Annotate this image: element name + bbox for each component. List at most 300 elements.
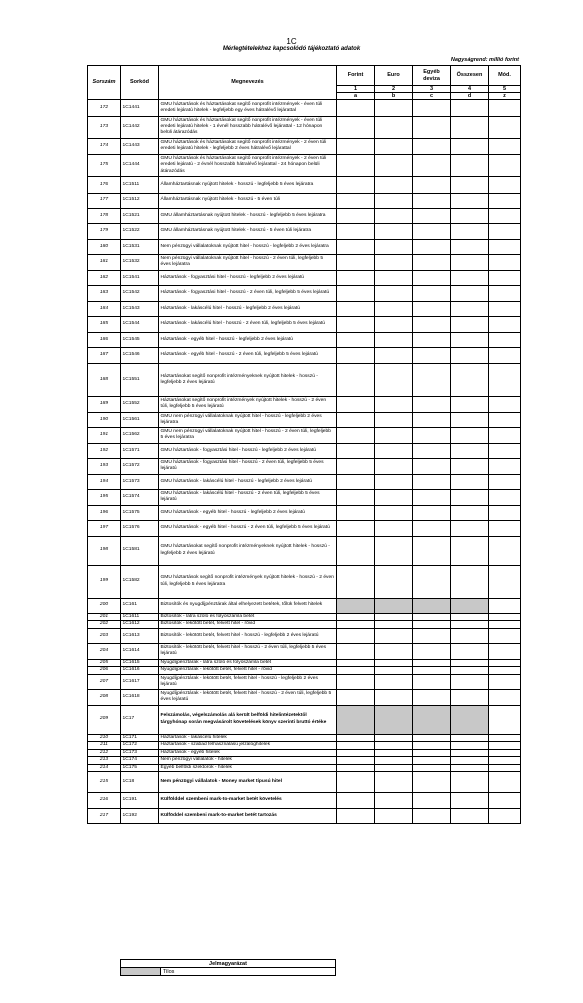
value-cell-egyeb-deviza[interactable] <box>413 224 451 240</box>
value-cell-osszesen[interactable] <box>451 621 489 629</box>
row-name: GMU háztartások segítő nonprofit intézmények nyújtott hitelek - hosszú - 2 éven túli, legfeljebb 5 éves lejáratra <box>159 565 337 598</box>
value-cell-forint[interactable] <box>337 734 375 742</box>
value-cell-osszesen[interactable] <box>451 348 489 364</box>
value-cell-mod[interactable] <box>489 521 521 537</box>
value-cell-mod[interactable] <box>489 317 521 333</box>
value-cell-euro[interactable] <box>375 301 413 317</box>
value-cell-forint[interactable] <box>337 100 375 117</box>
value-cell-forint[interactable] <box>337 644 375 660</box>
value-cell-forint[interactable] <box>337 674 375 690</box>
value-cell-mod[interactable] <box>489 155 521 177</box>
value-cell-euro[interactable] <box>375 177 413 194</box>
table-row <box>88 208 521 224</box>
value-cell-osszesen[interactable] <box>451 565 489 598</box>
col-header-forint: Forint <box>337 66 375 86</box>
value-cell-egyeb-deviza[interactable] <box>413 177 451 194</box>
value-cell-forint[interactable] <box>337 505 375 521</box>
value-cell-mod[interactable] <box>489 490 521 506</box>
row-name: Háztartások - egyéb hitelek <box>159 749 337 757</box>
value-cell-forint[interactable] <box>337 757 375 765</box>
row-number: 204 <box>88 644 121 660</box>
value-cell-euro[interactable] <box>375 412 413 428</box>
value-cell-forint[interactable] <box>337 193 375 208</box>
value-cell-euro[interactable] <box>375 239 413 255</box>
value-cell-mod[interactable] <box>489 428 521 444</box>
value-cell-mod[interactable] <box>489 628 521 644</box>
value-cell-euro[interactable] <box>375 536 413 565</box>
value-cell-mod[interactable] <box>489 808 521 824</box>
value-cell-euro[interactable] <box>375 742 413 750</box>
value-cell-forint[interactable] <box>337 659 375 667</box>
value-cell-euro[interactable] <box>375 772 413 793</box>
table-row <box>88 239 521 255</box>
value-cell-euro[interactable] <box>375 100 413 117</box>
value-cell-osszesen[interactable] <box>451 286 489 302</box>
row-code: 1C1561 <box>121 412 159 428</box>
value-cell-egyeb-deviza[interactable] <box>413 100 451 117</box>
value-cell-mod[interactable] <box>489 667 521 675</box>
value-cell-osszesen[interactable] <box>451 428 489 444</box>
value-cell-osszesen[interactable] <box>451 317 489 333</box>
row-number: 182 <box>88 270 121 286</box>
value-cell-egyeb-deviza[interactable] <box>413 749 451 757</box>
value-cell-osszesen[interactable] <box>451 270 489 286</box>
value-cell-osszesen[interactable] <box>451 757 489 765</box>
value-cell-egyeb-deviza[interactable] <box>413 474 451 490</box>
value-cell-mod[interactable] <box>489 459 521 475</box>
table-row <box>88 428 521 444</box>
value-cell-euro[interactable] <box>375 690 413 706</box>
value-cell-euro[interactable] <box>375 808 413 824</box>
value-cell-egyeb-deviza[interactable] <box>413 116 451 138</box>
value-cell-egyeb-deviza[interactable] <box>413 317 451 333</box>
value-cell-osszesen[interactable] <box>451 301 489 317</box>
value-cell-osszesen[interactable] <box>451 742 489 750</box>
value-cell-mod[interactable] <box>489 332 521 348</box>
row-number: 178 <box>88 208 121 224</box>
row-code: 1C1546 <box>121 348 159 364</box>
value-cell-osszesen[interactable] <box>451 734 489 742</box>
value-cell-euro[interactable] <box>375 474 413 490</box>
value-cell-euro[interactable] <box>375 270 413 286</box>
legend-title: Jelmagyarázat <box>121 960 336 968</box>
row-code: 1C1551 <box>121 363 159 397</box>
value-cell-euro[interactable] <box>375 793 413 809</box>
value-cell-osszesen[interactable] <box>451 332 489 348</box>
value-cell-osszesen[interactable] <box>451 793 489 809</box>
value-cell-mod[interactable] <box>489 505 521 521</box>
value-cell-egyeb-deviza[interactable] <box>413 348 451 364</box>
value-cell-forint[interactable] <box>337 332 375 348</box>
row-code: 1C1441 <box>121 100 159 117</box>
value-cell-forint[interactable] <box>337 690 375 706</box>
row-name: Biztosítók - látra szóló és folyószámla betét <box>159 613 337 621</box>
value-cell-osszesen[interactable] <box>451 255 489 271</box>
value-cell-forint[interactable] <box>337 459 375 475</box>
value-cell-osszesen[interactable] <box>451 705 489 734</box>
value-cell-mod[interactable] <box>489 177 521 194</box>
value-cell-forint[interactable] <box>337 613 375 621</box>
row-name: Nem pénzügyi vállalatok - hitelek <box>159 757 337 765</box>
value-cell-euro[interactable] <box>375 734 413 742</box>
table-row <box>88 177 521 194</box>
row-name: GMU nem pénzügyi vállalatoknak nyújtott hitel - hosszú - 2 éven túli, legfeljebb 5 éves lejáratra <box>159 428 337 444</box>
table-row <box>88 734 521 742</box>
value-cell-euro[interactable] <box>375 155 413 177</box>
value-cell-euro[interactable] <box>375 459 413 475</box>
table-row <box>88 459 521 475</box>
value-cell-mod[interactable] <box>489 705 521 734</box>
value-cell-mod[interactable] <box>489 208 521 224</box>
legend <box>120 959 336 976</box>
value-cell-egyeb-deviza[interactable] <box>413 536 451 565</box>
row-number: 203 <box>88 628 121 644</box>
value-cell-egyeb-deviza[interactable] <box>413 155 451 177</box>
value-cell-osszesen[interactable] <box>451 177 489 194</box>
value-cell-osszesen[interactable] <box>451 100 489 117</box>
value-cell-euro[interactable] <box>375 138 413 155</box>
value-cell-egyeb-deviza[interactable] <box>413 412 451 428</box>
value-cell-egyeb-deviza[interactable] <box>413 490 451 506</box>
table-row <box>88 598 521 613</box>
value-cell-egyeb-deviza[interactable] <box>413 674 451 690</box>
value-cell-osszesen[interactable] <box>451 239 489 255</box>
value-cell-forint[interactable] <box>337 177 375 194</box>
row-number: 193 <box>88 459 121 475</box>
table-row <box>88 348 521 364</box>
value-cell-egyeb-deviza[interactable] <box>413 793 451 809</box>
value-cell-mod[interactable] <box>489 613 521 621</box>
table-row <box>88 793 521 809</box>
value-cell-forint[interactable] <box>337 412 375 428</box>
value-cell-osszesen[interactable] <box>451 674 489 690</box>
row-code: 1C1575 <box>121 505 159 521</box>
value-cell-forint[interactable] <box>337 474 375 490</box>
value-cell-euro[interactable] <box>375 286 413 302</box>
value-cell-egyeb-deviza[interactable] <box>413 772 451 793</box>
table-row <box>88 757 521 765</box>
value-cell-forint[interactable] <box>337 536 375 565</box>
value-cell-mod[interactable] <box>489 138 521 155</box>
row-code: 1C192 <box>121 808 159 824</box>
value-cell-egyeb-deviza[interactable] <box>413 270 451 286</box>
value-cell-egyeb-deviza[interactable] <box>413 613 451 621</box>
row-number: 213 <box>88 757 121 765</box>
value-cell-egyeb-deviza[interactable] <box>413 621 451 629</box>
value-cell-mod[interactable] <box>489 734 521 742</box>
value-cell-egyeb-deviza[interactable] <box>413 598 451 613</box>
value-cell-mod[interactable] <box>489 100 521 117</box>
value-cell-forint[interactable] <box>337 521 375 537</box>
value-cell-egyeb-deviza[interactable] <box>413 459 451 475</box>
value-cell-egyeb-deviza[interactable] <box>413 332 451 348</box>
value-cell-forint[interactable] <box>337 317 375 333</box>
value-cell-egyeb-deviza[interactable] <box>413 644 451 660</box>
value-cell-euro[interactable] <box>375 505 413 521</box>
value-cell-forint[interactable] <box>337 428 375 444</box>
value-cell-euro[interactable] <box>375 644 413 660</box>
value-cell-mod[interactable] <box>489 443 521 459</box>
row-name: Biztosítók - lekötött betét, felvett hitel - rövid <box>159 621 337 629</box>
value-cell-mod[interactable] <box>489 286 521 302</box>
row-number: 174 <box>88 138 121 155</box>
value-cell-mod[interactable] <box>489 749 521 757</box>
value-cell-mod[interactable] <box>489 793 521 809</box>
value-cell-osszesen[interactable] <box>451 224 489 240</box>
value-cell-egyeb-deviza[interactable] <box>413 239 451 255</box>
row-name: Biztosítók - lekötött betét, felvett hitel - hosszú - 2 éven túli, legfeljebb 5 éves lejáratú <box>159 644 337 660</box>
value-cell-forint[interactable] <box>337 239 375 255</box>
value-cell-euro[interactable] <box>375 598 413 613</box>
value-cell-euro[interactable] <box>375 749 413 757</box>
value-cell-osszesen[interactable] <box>451 459 489 475</box>
value-cell-forint[interactable] <box>337 270 375 286</box>
value-cell-mod[interactable] <box>489 690 521 706</box>
value-cell-forint[interactable] <box>337 224 375 240</box>
value-cell-egyeb-deviza[interactable] <box>413 301 451 317</box>
value-cell-osszesen[interactable] <box>451 772 489 793</box>
value-cell-mod[interactable] <box>489 659 521 667</box>
value-cell-egyeb-deviza[interactable] <box>413 659 451 667</box>
col-header-egyeb-deviza: Egyéb deviza <box>413 66 451 86</box>
value-cell-forint[interactable] <box>337 705 375 734</box>
value-cell-egyeb-deviza[interactable] <box>413 742 451 750</box>
value-cell-mod[interactable] <box>489 397 521 413</box>
value-cell-euro[interactable] <box>375 764 413 772</box>
value-cell-egyeb-deviza[interactable] <box>413 628 451 644</box>
table-body <box>88 100 521 824</box>
value-cell-mod[interactable] <box>489 412 521 428</box>
row-name: Államháztartásnak nyújtott hitelek - hosszú - 5 éven túli <box>159 193 337 208</box>
value-cell-euro[interactable] <box>375 613 413 621</box>
value-cell-egyeb-deviza[interactable] <box>413 397 451 413</box>
value-cell-euro[interactable] <box>375 443 413 459</box>
value-cell-forint[interactable] <box>337 443 375 459</box>
value-cell-osszesen[interactable] <box>451 749 489 757</box>
row-name: Nyugdíjpénztárak - látra szóló és folyószámla betét <box>159 659 337 667</box>
value-cell-egyeb-deviza[interactable] <box>413 428 451 444</box>
row-number: 212 <box>88 749 121 757</box>
value-cell-mod[interactable] <box>489 193 521 208</box>
value-cell-osszesen[interactable] <box>451 443 489 459</box>
value-cell-osszesen[interactable] <box>451 667 489 675</box>
row-code: 1C1443 <box>121 138 159 155</box>
row-name: Nyugdíjpénztárak - lekötött betét, felvett hitel - hosszú - 2 éven túli, legfeljebb 5 éves lejáratú <box>159 690 337 706</box>
value-cell-egyeb-deviza[interactable] <box>413 734 451 742</box>
value-cell-forint[interactable] <box>337 749 375 757</box>
value-cell-forint[interactable] <box>337 348 375 364</box>
value-cell-osszesen[interactable] <box>451 628 489 644</box>
value-cell-osszesen[interactable] <box>451 193 489 208</box>
value-cell-osszesen[interactable] <box>451 208 489 224</box>
value-cell-forint[interactable] <box>337 772 375 793</box>
value-cell-mod[interactable] <box>489 644 521 660</box>
table-row <box>88 628 521 644</box>
col-header-sorkod: Sorkód <box>121 66 159 100</box>
value-cell-euro[interactable] <box>375 116 413 138</box>
value-cell-mod[interactable] <box>489 116 521 138</box>
value-cell-egyeb-deviza[interactable] <box>413 690 451 706</box>
value-cell-egyeb-deviza[interactable] <box>413 255 451 271</box>
value-cell-mod[interactable] <box>489 255 521 271</box>
value-cell-euro[interactable] <box>375 208 413 224</box>
row-code: 1C1544 <box>121 317 159 333</box>
value-cell-forint[interactable] <box>337 742 375 750</box>
table-row <box>88 690 521 706</box>
value-cell-mod[interactable] <box>489 598 521 613</box>
value-cell-euro[interactable] <box>375 363 413 397</box>
value-cell-euro[interactable] <box>375 490 413 506</box>
row-name: Nem pénzügyi vállalatoknak nyújtott hitel - hosszú - 2 éven túli, legfeljebb 5 éves lejáratra <box>159 255 337 271</box>
value-cell-egyeb-deviza[interactable] <box>413 505 451 521</box>
value-cell-mod[interactable] <box>489 772 521 793</box>
value-cell-egyeb-deviza[interactable] <box>413 286 451 302</box>
value-cell-forint[interactable] <box>337 793 375 809</box>
value-cell-euro[interactable] <box>375 674 413 690</box>
value-cell-mod[interactable] <box>489 742 521 750</box>
value-cell-forint[interactable] <box>337 764 375 772</box>
value-cell-mod[interactable] <box>489 474 521 490</box>
value-cell-forint[interactable] <box>337 667 375 675</box>
value-cell-osszesen[interactable] <box>451 363 489 397</box>
value-cell-euro[interactable] <box>375 224 413 240</box>
row-name: Háztartások - fogyasztási hitel - hosszú - legfeljebb 2 éves lejáratú <box>159 270 337 286</box>
row-code: 1C1574 <box>121 490 159 506</box>
value-cell-mod[interactable] <box>489 621 521 629</box>
value-cell-osszesen[interactable] <box>451 155 489 177</box>
table-row <box>88 270 521 286</box>
row-number: 192 <box>88 443 121 459</box>
value-cell-mod[interactable] <box>489 536 521 565</box>
value-cell-euro[interactable] <box>375 428 413 444</box>
value-cell-egyeb-deviza[interactable] <box>413 764 451 772</box>
value-cell-euro[interactable] <box>375 705 413 734</box>
value-cell-osszesen[interactable] <box>451 138 489 155</box>
value-cell-euro[interactable] <box>375 667 413 675</box>
value-cell-euro[interactable] <box>375 621 413 629</box>
value-cell-forint[interactable] <box>337 621 375 629</box>
value-cell-euro[interactable] <box>375 255 413 271</box>
table-row <box>88 674 521 690</box>
value-cell-euro[interactable] <box>375 565 413 598</box>
row-name: GMU háztartásokat segítő nonprofit intézményeknek nyújtott hitelek - hosszú - legfeljebb 2 éves lejáratú <box>159 536 337 565</box>
value-cell-osszesen[interactable] <box>451 505 489 521</box>
row-name: GMU háztartások - egyéb hitel - hosszú - 2 éven túli, legfeljebb 5 éves lejáratú <box>159 521 337 537</box>
value-cell-egyeb-deviza[interactable] <box>413 705 451 734</box>
value-cell-egyeb-deviza[interactable] <box>413 808 451 824</box>
value-cell-forint[interactable] <box>337 397 375 413</box>
value-cell-egyeb-deviza[interactable] <box>413 565 451 598</box>
col-header-megnevezes: Megnevezés <box>159 66 337 100</box>
value-cell-mod[interactable] <box>489 674 521 690</box>
value-cell-forint[interactable] <box>337 138 375 155</box>
value-cell-osszesen[interactable] <box>451 659 489 667</box>
value-cell-osszesen[interactable] <box>451 474 489 490</box>
value-cell-forint[interactable] <box>337 628 375 644</box>
col-number: 4 <box>451 86 489 93</box>
value-cell-mod[interactable] <box>489 224 521 240</box>
row-code: 1C1618 <box>121 690 159 706</box>
row-number: 173 <box>88 116 121 138</box>
row-name: Háztartások - lakáscélú hitel - hosszú - legfeljebb 2 éves lejáratú <box>159 301 337 317</box>
value-cell-forint[interactable] <box>337 490 375 506</box>
row-code: 1C1613 <box>121 628 159 644</box>
value-cell-osszesen[interactable] <box>451 690 489 706</box>
table-row <box>88 224 521 240</box>
row-code: 1C1541 <box>121 270 159 286</box>
value-cell-egyeb-deviza[interactable] <box>413 443 451 459</box>
value-cell-forint[interactable] <box>337 155 375 177</box>
value-cell-mod[interactable] <box>489 301 521 317</box>
value-cell-osszesen[interactable] <box>451 598 489 613</box>
row-code: 1C1617 <box>121 674 159 690</box>
value-cell-euro[interactable] <box>375 659 413 667</box>
value-cell-forint[interactable] <box>337 363 375 397</box>
value-cell-mod[interactable] <box>489 348 521 364</box>
value-cell-egyeb-deviza[interactable] <box>413 138 451 155</box>
value-cell-forint[interactable] <box>337 208 375 224</box>
value-cell-forint[interactable] <box>337 116 375 138</box>
value-cell-euro[interactable] <box>375 397 413 413</box>
value-cell-egyeb-deviza[interactable] <box>413 521 451 537</box>
table-row <box>88 286 521 302</box>
table-row <box>88 397 521 413</box>
value-cell-forint[interactable] <box>337 286 375 302</box>
value-cell-euro[interactable] <box>375 317 413 333</box>
value-cell-euro[interactable] <box>375 628 413 644</box>
value-cell-forint[interactable] <box>337 598 375 613</box>
table-row <box>88 764 521 772</box>
value-cell-forint[interactable] <box>337 301 375 317</box>
row-number: 217 <box>88 808 121 824</box>
row-number: 189 <box>88 397 121 413</box>
value-cell-osszesen[interactable] <box>451 397 489 413</box>
value-cell-osszesen[interactable] <box>451 521 489 537</box>
value-cell-forint[interactable] <box>337 808 375 824</box>
value-cell-egyeb-deviza[interactable] <box>413 757 451 765</box>
value-cell-forint[interactable] <box>337 255 375 271</box>
value-cell-mod[interactable] <box>489 757 521 765</box>
value-cell-osszesen[interactable] <box>451 613 489 621</box>
value-cell-osszesen[interactable] <box>451 116 489 138</box>
value-cell-mod[interactable] <box>489 764 521 772</box>
value-cell-egyeb-deviza[interactable] <box>413 208 451 224</box>
value-cell-mod[interactable] <box>489 239 521 255</box>
value-cell-osszesen[interactable] <box>451 536 489 565</box>
table-row <box>88 536 521 565</box>
value-cell-mod[interactable] <box>489 565 521 598</box>
value-cell-euro[interactable] <box>375 757 413 765</box>
value-cell-euro[interactable] <box>375 193 413 208</box>
value-cell-mod[interactable] <box>489 363 521 397</box>
value-cell-euro[interactable] <box>375 521 413 537</box>
value-cell-euro[interactable] <box>375 332 413 348</box>
value-cell-osszesen[interactable] <box>451 490 489 506</box>
col-number: 5 <box>489 86 521 93</box>
value-cell-mod[interactable] <box>489 270 521 286</box>
value-cell-osszesen[interactable] <box>451 808 489 824</box>
value-cell-egyeb-deviza[interactable] <box>413 667 451 675</box>
value-cell-osszesen[interactable] <box>451 644 489 660</box>
value-cell-egyeb-deviza[interactable] <box>413 363 451 397</box>
value-cell-osszesen[interactable] <box>451 764 489 772</box>
value-cell-euro[interactable] <box>375 348 413 364</box>
value-cell-osszesen[interactable] <box>451 412 489 428</box>
value-cell-forint[interactable] <box>337 565 375 598</box>
row-name: GMU államháztartásnak nyújtott hitelek - hosszú - legfeljebb 5 éves lejáratra <box>159 208 337 224</box>
row-code: 1C171 <box>121 734 159 742</box>
value-cell-egyeb-deviza[interactable] <box>413 193 451 208</box>
